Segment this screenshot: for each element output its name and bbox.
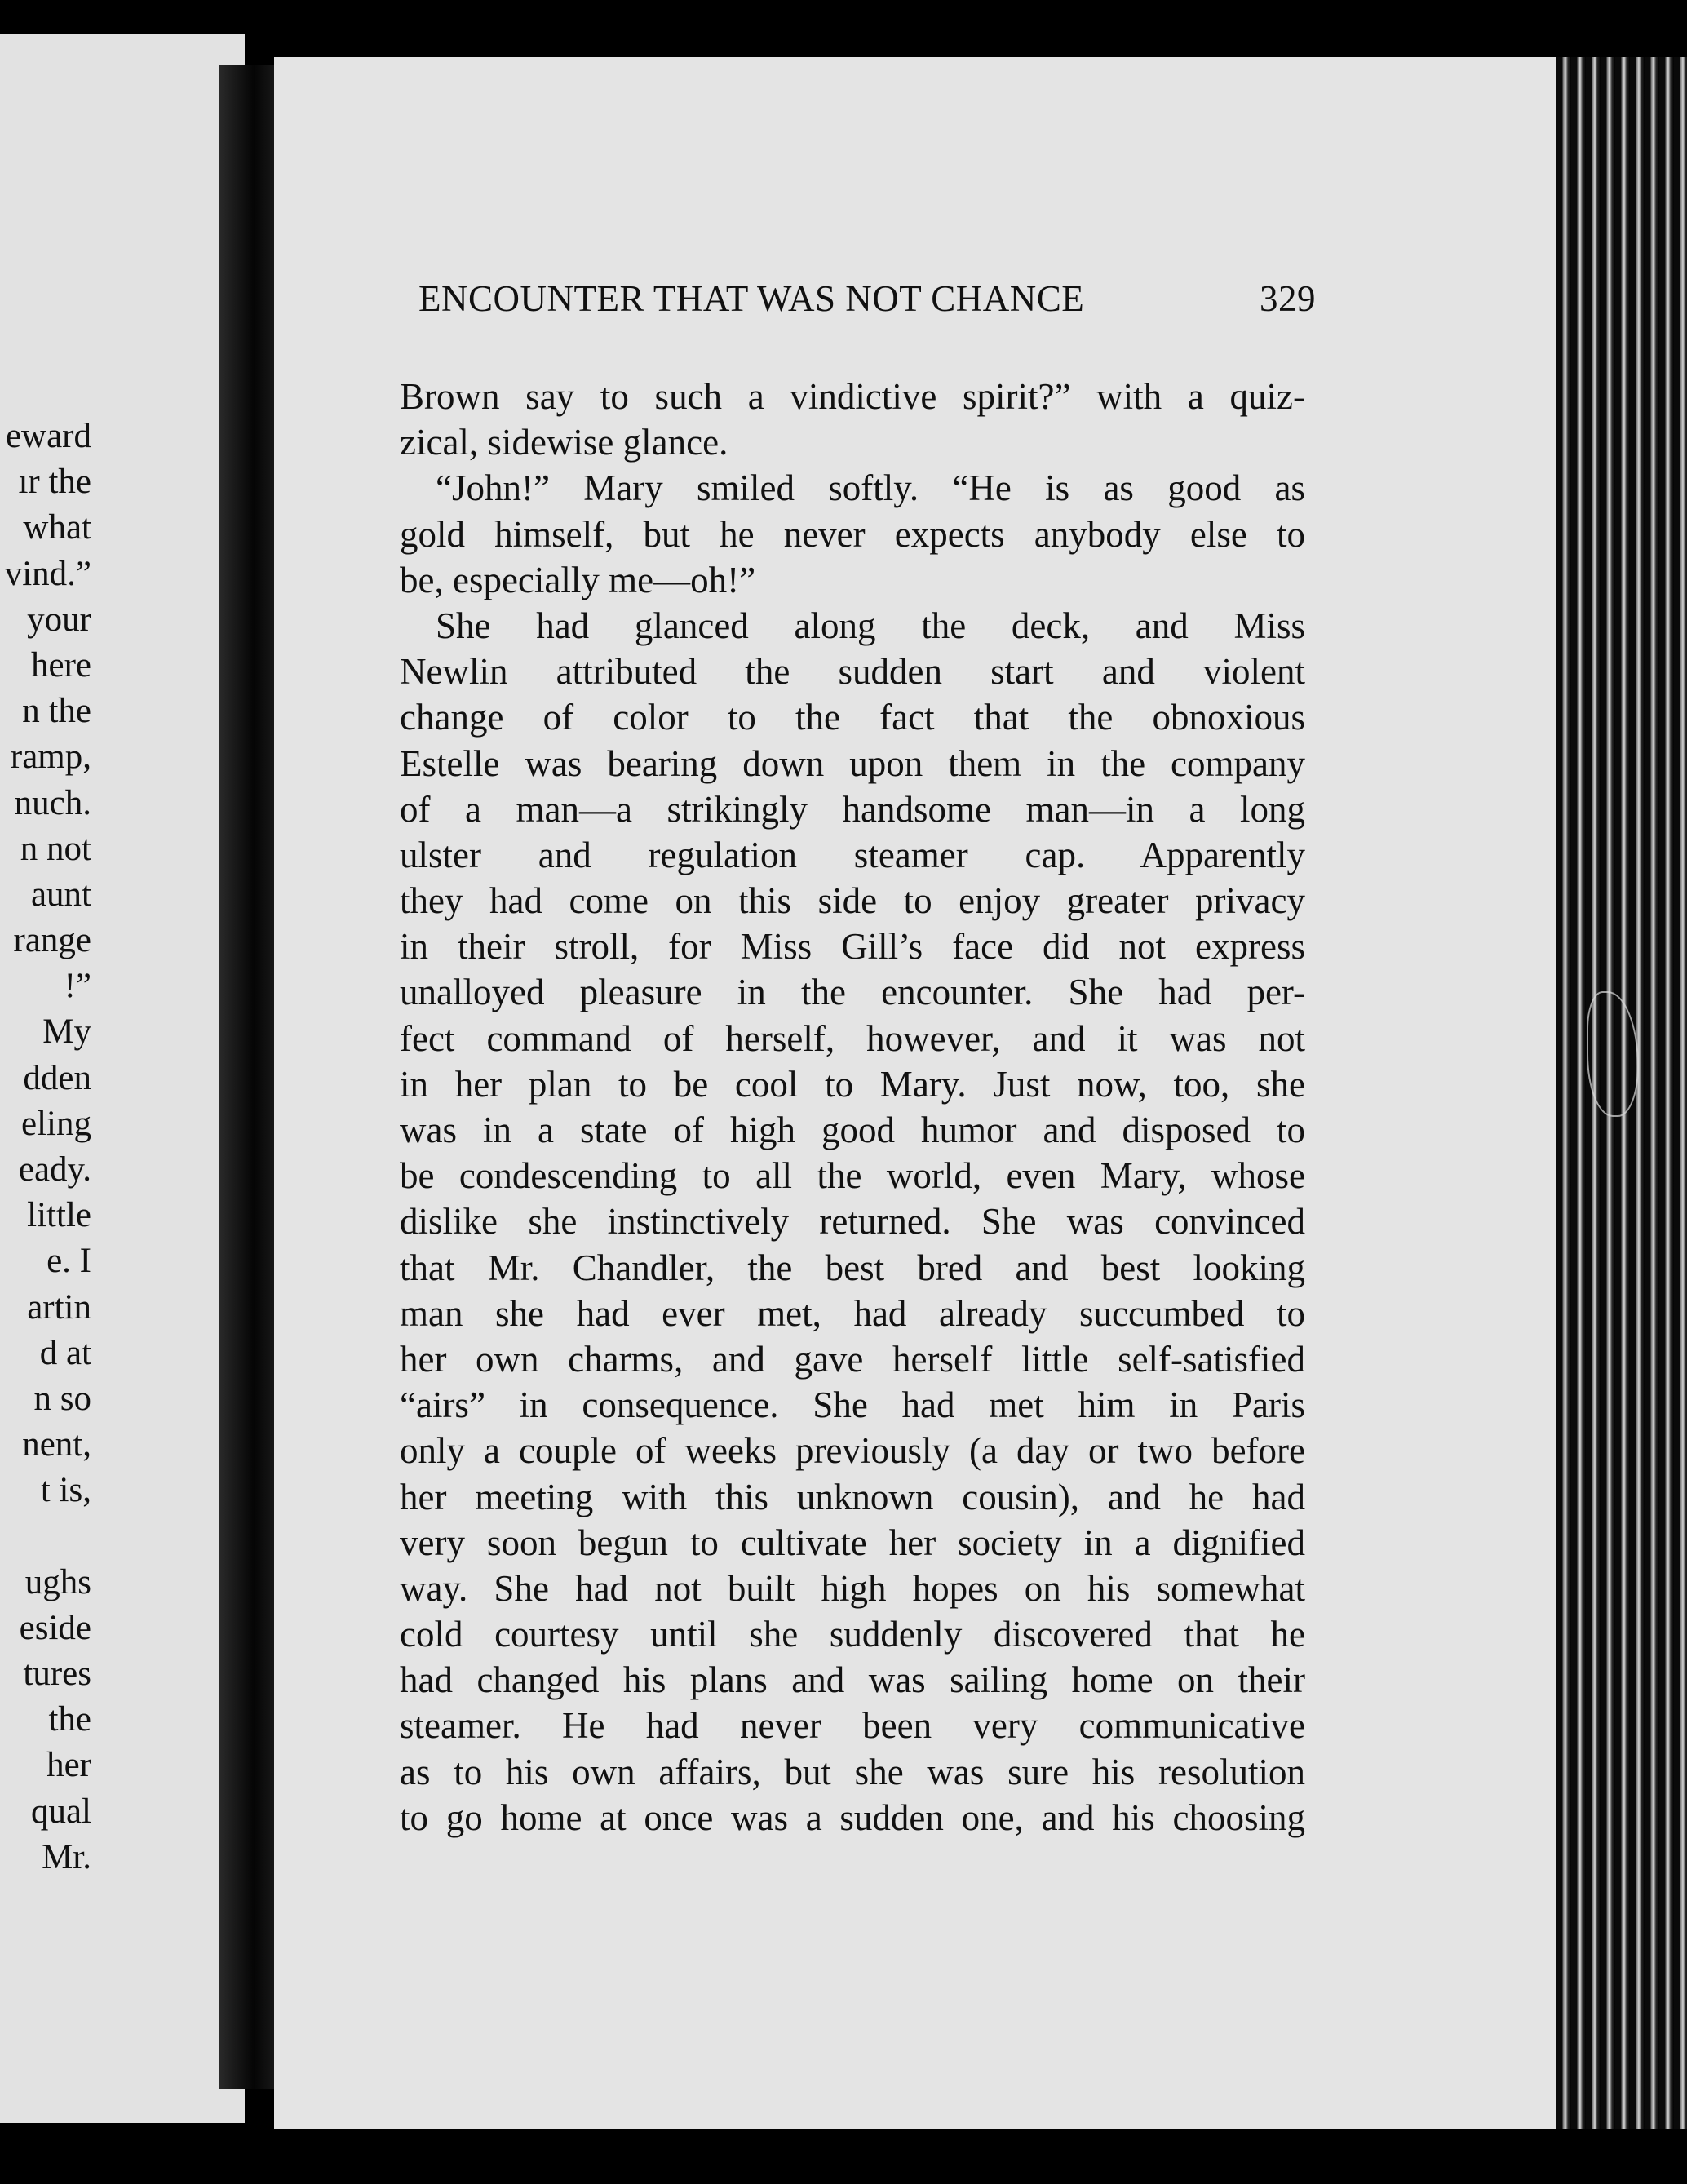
left-page <box>0 34 245 2123</box>
left-page-line: dden <box>23 1058 91 1097</box>
left-page-line: qual <box>30 1792 91 1831</box>
text-line: She had glanced along the deck, and Miss <box>436 605 1305 646</box>
text-line: zical, sidewise glance. <box>400 422 728 463</box>
text-line: gold himself, but he never expects anybody else to <box>400 513 1305 555</box>
text-line: very soon begun to cultivate her society in a dignified <box>400 1522 1305 1563</box>
text-line: change of color to the fact that the obnoxious <box>400 697 1305 738</box>
left-page-line: ughs <box>24 1562 91 1601</box>
text-line: be, especially me—oh!” <box>400 559 756 600</box>
left-page-line: nent, <box>22 1425 91 1464</box>
text-line: Brown say to such a vindictive spirit?” with a quiz- <box>400 376 1305 417</box>
text-line: cold courtesy until she suddenly discovered that he <box>400 1614 1305 1655</box>
text-line: they had come on this side to enjoy greater privacy <box>400 880 1305 922</box>
text-line: in her plan to be cool to Mary. Just now, too, she <box>400 1063 1305 1105</box>
left-page-line: t is, <box>40 1471 91 1510</box>
left-page-line: aunt <box>30 875 91 914</box>
left-page-line: e. I <box>46 1242 91 1281</box>
chapter-title: ENCOUNTER THAT WAS NOT CHANCE <box>418 278 1085 319</box>
text-line: was in a state of high good humor and disposed to <box>400 1110 1305 1150</box>
text-line: her meeting with this unknown cousin), and he had <box>400 1476 1305 1517</box>
text-line: in their stroll, for Miss Gill’s face did not express <box>400 926 1305 968</box>
text-line: had changed his plans and was sailing home on their <box>400 1659 1305 1701</box>
text-line: ulster and regulation steamer cap. Apparently <box>400 834 1305 875</box>
left-page-line: nuch. <box>14 783 91 822</box>
left-page-line: little <box>27 1196 91 1235</box>
left-page-line: vind.” <box>4 554 91 593</box>
left-page-line: here <box>31 645 91 684</box>
page-number: 329 <box>1260 278 1316 319</box>
left-page-line: n not <box>20 829 91 868</box>
left-page-line: !” <box>64 967 91 1006</box>
text-line: Estelle was bearing down upon them in the company <box>400 742 1305 784</box>
body-text <box>400 374 1305 1841</box>
text-line: that Mr. Chandler, the best bred and best looking <box>400 1247 1305 1288</box>
left-page-line: the <box>48 1700 91 1739</box>
text-line: Newlin attributed the sudden start and violent <box>400 651 1305 693</box>
left-page-text <box>0 414 91 1881</box>
text-line: only a couple of weeks previously (a day or two before <box>400 1430 1305 1472</box>
left-page-line: Mr. <box>42 1837 91 1876</box>
left-page-line: ır the <box>18 463 91 502</box>
left-page-line <box>0 1514 91 1560</box>
text-line: dislike she instinctively returned. She was convinced <box>400 1201 1305 1243</box>
left-page-line: her <box>46 1746 91 1785</box>
left-page-line: My <box>42 1012 91 1052</box>
left-page-line: what <box>23 508 91 547</box>
text-line: way. She had not built high hopes on his somewhat <box>400 1567 1305 1609</box>
left-page-line: artin <box>27 1287 91 1327</box>
left-page-line: eside <box>19 1608 91 1647</box>
text-line: be condescending to all the world, even Mary, whose <box>400 1155 1305 1197</box>
running-head <box>418 277 1316 320</box>
book-gutter <box>219 65 277 2089</box>
text-line: “airs” in consequence. She had met him in Paris <box>400 1384 1305 1426</box>
text-line: man she had ever met, had already succumbed to <box>400 1292 1305 1334</box>
text-line: unalloyed pleasure in the encounter. She had per- <box>400 972 1305 1013</box>
text-line: fect command of herself, however, and it was not <box>400 1017 1305 1059</box>
left-page-line: your <box>27 600 91 639</box>
left-page-line: n the <box>22 692 91 731</box>
left-page-line: eling <box>21 1104 91 1143</box>
scan-border <box>0 2129 1687 2184</box>
text-line: steamer. He had never been very communicative <box>400 1705 1305 1747</box>
left-page-line: tures <box>23 1655 91 1694</box>
left-page-line: range <box>13 921 91 960</box>
left-page-line: eady. <box>18 1150 91 1189</box>
left-page-line: n so <box>33 1379 91 1418</box>
text-line: to go home at once was a sudden one, and his choosing <box>400 1796 1305 1838</box>
text-line: of a man—a strikingly handsome man—in a long <box>400 788 1305 830</box>
left-page-line: eward <box>5 417 91 455</box>
left-page-line: ramp, <box>10 738 91 777</box>
text-line: as to his own affairs, but she was sure his resolution <box>400 1751 1305 1792</box>
left-page-line: d at <box>39 1333 91 1372</box>
text-line: her own charms, and gave herself little self-satisfied <box>400 1338 1305 1380</box>
text-line: “John!” Mary smiled softly. “He is as good as <box>436 467 1305 509</box>
